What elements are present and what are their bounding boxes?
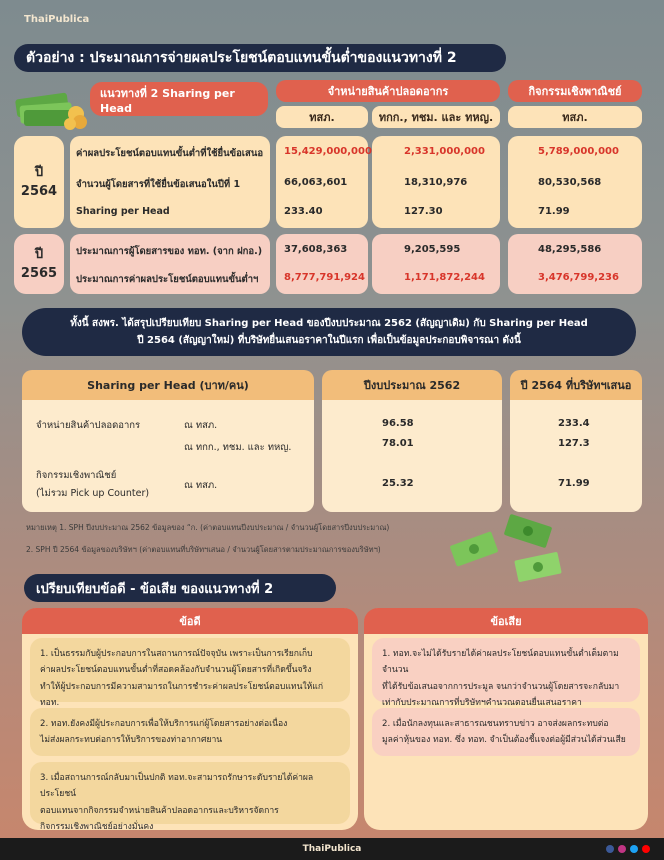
cons-header: ข้อเสีย bbox=[364, 608, 648, 634]
summary-box bbox=[22, 308, 636, 356]
col-header-tdm: ทกก., ทชม. และ ทหญ. bbox=[372, 106, 500, 128]
col-header-tsk-commercial: ทสภ. bbox=[508, 106, 642, 128]
con-line: เท่ากับประมาณการที่บริษัทฯคำนวณตอนยื่นเสนอราคา bbox=[382, 697, 582, 708]
con-item bbox=[372, 638, 640, 708]
table2-head-2564: ปี 2564 ที่บริษัทฯเสนอ bbox=[510, 370, 642, 400]
value-cell: 66,063,601 bbox=[284, 177, 348, 188]
value-cell: 80,530,568 bbox=[538, 177, 602, 188]
pro-line: กิจกรรมเชิงพาณิชย์อย่างมั่นคง bbox=[40, 821, 154, 832]
pros-column bbox=[22, 608, 358, 830]
duty-free-label: จำหน่ายสินค้าปลอดอากร bbox=[36, 420, 141, 431]
pro-line: 2. ทอท.ยังคงมีผู้ประกอบการเพื่อให้บริการแก่ผู้โดยสารอย่างต่อเนื่อง bbox=[40, 719, 288, 729]
con-item bbox=[372, 708, 640, 756]
value-cell: 18,310,976 bbox=[404, 177, 468, 188]
summary-line: ปี 2564 (สัญญาใหม่) ที่บริษัทยื่นเสนอราคาในปีแรก เพื่อเป็นข้อมูลประกอบพิจารณา ดังนี้ bbox=[137, 335, 521, 346]
row-label: ค่าผลประโยชน์ตอบแทนขั้นต่ำที่ใช้ยื่นข้อเสนอ bbox=[76, 148, 264, 159]
page-title: ตัวอย่าง : ประมาณการจ่ายผลประโยชน์ตอบแทนขั้นต่ำของแนวทางที่ 2 bbox=[14, 44, 506, 72]
commercial-sub-label: (ไม่รวม Pick up Counter) bbox=[36, 488, 150, 499]
value-cell: 233.40 bbox=[284, 206, 323, 217]
row-label: จำนวนผู้โดยสารที่ใช้ยื่นข้อเสนอในปีที่ 1 bbox=[76, 179, 241, 190]
value-2562: 96.58 bbox=[382, 418, 414, 429]
value-cell: 48,295,586 bbox=[538, 244, 602, 255]
pro-line: 1. เป็นธรรมกับผู้ประกอบการในสถานการณ์ปัจจุบัน เพราะเป็นการเรียกเก็บ bbox=[40, 649, 313, 659]
pro-item bbox=[30, 708, 350, 756]
year-2565-col1-box bbox=[276, 234, 368, 294]
table2-head-label: Sharing per Head (บาท/คน) bbox=[22, 370, 314, 400]
value-2564: 71.99 bbox=[558, 478, 590, 489]
value-2562: 25.32 bbox=[382, 478, 414, 489]
value-cell: 3,476,799,236 bbox=[538, 272, 619, 283]
col-header-tsk-duty-free: ทสภ. bbox=[276, 106, 368, 128]
footnote: 2. SPH ปี 2564 ข้อมูลของบริษัทฯ (ค่าตอบแทนที่บริษัทฯเสนอ / จำนวนผู้โดยสารตามประมาณการของบริษัทฯ) bbox=[26, 545, 381, 554]
year-label: 2565 bbox=[20, 266, 58, 281]
pro-item bbox=[30, 762, 350, 832]
year-prefix: ปี bbox=[34, 164, 44, 180]
place-label: ณ ทสภ. bbox=[184, 480, 218, 491]
value-cell: 1,171,872,244 bbox=[404, 272, 485, 283]
value-cell: 8,777,791,924 bbox=[284, 272, 365, 283]
table2-head-2562: ปีงบประมาณ 2562 bbox=[322, 370, 502, 400]
money-stack-icon bbox=[12, 82, 92, 132]
group-commercial-header: กิจกรรมเชิงพาณิชย์ bbox=[508, 80, 642, 102]
cons-column bbox=[364, 608, 648, 830]
value-cell: 71.99 bbox=[538, 206, 570, 217]
value-cell: 9,205,595 bbox=[404, 244, 461, 255]
pro-line: ค่าผลประโยชน์ตอบแทนขั้นต่ำที่สอดคล้องกับจำนวนผู้โดยสารที่เกิดขึ้นจริง bbox=[40, 665, 312, 676]
pro-line: ทำให้ผู้ประกอบการมีความสามารถในการชำระค่าผลประโยชน์ตอบแทนให้แก่ ทอท. bbox=[40, 681, 324, 708]
value-cell: 5,789,000,000 bbox=[538, 146, 619, 157]
con-line: ที่ได้รับข้อเสนอจากการประมูล จนกว่าจำนวนผู้โดยสารจะกลับมา bbox=[382, 681, 620, 692]
pro-item bbox=[30, 638, 350, 708]
row-label: Sharing per Head bbox=[76, 206, 170, 217]
place-label: ณ ทสภ. bbox=[184, 420, 218, 431]
value-2564: 233.4 bbox=[558, 418, 590, 429]
value-2562: 78.01 bbox=[382, 438, 414, 449]
place-label: ณ ทกก., ทชม. และ ทหญ. bbox=[184, 442, 292, 453]
table2-body-2564 bbox=[510, 400, 642, 512]
value-cell: 2,331,000,000 bbox=[404, 146, 485, 157]
youtube-icon[interactable] bbox=[642, 845, 650, 853]
row-label: ประมาณการค่าผลประโยชน์ตอบแทนขั้นต่ำฯ bbox=[76, 274, 259, 285]
value-cell: 127.30 bbox=[404, 206, 443, 217]
con-line: 1. ทอท.จะไม่ได้รับรายได้ค่าผลประโยชน์ตอบแทนขั้นต่ำเต็มตามจำนวน bbox=[382, 649, 619, 676]
social-links bbox=[606, 845, 650, 853]
pro-line: 3. เมื่อสถานการณ์กลับมาเป็นปกติ ทอท.จะสามารถรักษาระดับรายได้ค่าผลประโยชน์ bbox=[40, 773, 314, 800]
section2-title: เปรียบเทียบข้อดี - ข้อเสีย ของแนวทางที่ 2 bbox=[24, 574, 336, 602]
pro-line: ไม่ส่งผลกระทบต่อการให้บริการของท่าอากาศยาน bbox=[40, 735, 223, 746]
table2-body-2562 bbox=[322, 400, 502, 512]
pros-header: ข้อดี bbox=[22, 608, 358, 634]
pro-line: ตอบแทนจากกิจกรรมจำหน่ายสินค้าปลอดอากรและบริหารจัดการ bbox=[40, 805, 279, 816]
year-label: 2564 bbox=[20, 184, 58, 199]
summary-line: ทั้งนี้ สงพร. ได้สรุปเปรียบเทียบ Sharing per Head ของปีงบประมาณ 2562 (สัญญาเดิม) กับ Sharing per Head bbox=[70, 318, 588, 329]
row-label: ประมาณการผู้โดยสารของ ทอท. (จาก ฝกอ.) bbox=[76, 246, 263, 257]
year-2565-col3-box bbox=[508, 234, 642, 294]
value-cell: 15,429,000,000 bbox=[284, 146, 372, 157]
year-prefix: ปี bbox=[34, 246, 44, 262]
value-2564: 127.3 bbox=[558, 438, 590, 449]
footnote: หมายเหตุ 1. SPH ปีงบประมาณ 2562 ข้อมูลของ “ก. (ค่าตอบแทนปีงบประมาณ / จำนวนผู้โดยสารปีงบประมาณ) bbox=[26, 523, 390, 532]
con-line: 2. เมื่อนักลงทุนและสาธารณชนทราบข่าว อาจส่งผลกระทบต่อ bbox=[382, 719, 609, 729]
commercial-label: กิจกรรมเชิงพาณิชย์ bbox=[36, 470, 117, 481]
facebook-icon[interactable] bbox=[606, 845, 614, 853]
year-2564-box bbox=[14, 136, 64, 228]
group-duty-free-header: จำหน่ายสินค้าปลอดอากร bbox=[276, 80, 500, 102]
flying-money-icon bbox=[446, 512, 586, 588]
value-cell: 37,608,363 bbox=[284, 244, 348, 255]
twitter-icon[interactable] bbox=[630, 845, 638, 853]
con-line: มูลค่าหุ้นของ ทอท. ซึ่ง ทอท. จำเป็นต้องชี้แจงต่อผู้มีส่วนได้ส่วนเสีย bbox=[382, 735, 626, 746]
year-2565-box bbox=[14, 234, 64, 294]
instagram-icon[interactable] bbox=[618, 845, 626, 853]
table1-corner-header: แนวทางที่ 2 Sharing per Head bbox=[90, 82, 268, 116]
year-2565-col2-box bbox=[372, 234, 500, 294]
brand-logo: ThaiPublica bbox=[24, 14, 90, 25]
footer-brand: ThaiPublica bbox=[0, 838, 664, 860]
